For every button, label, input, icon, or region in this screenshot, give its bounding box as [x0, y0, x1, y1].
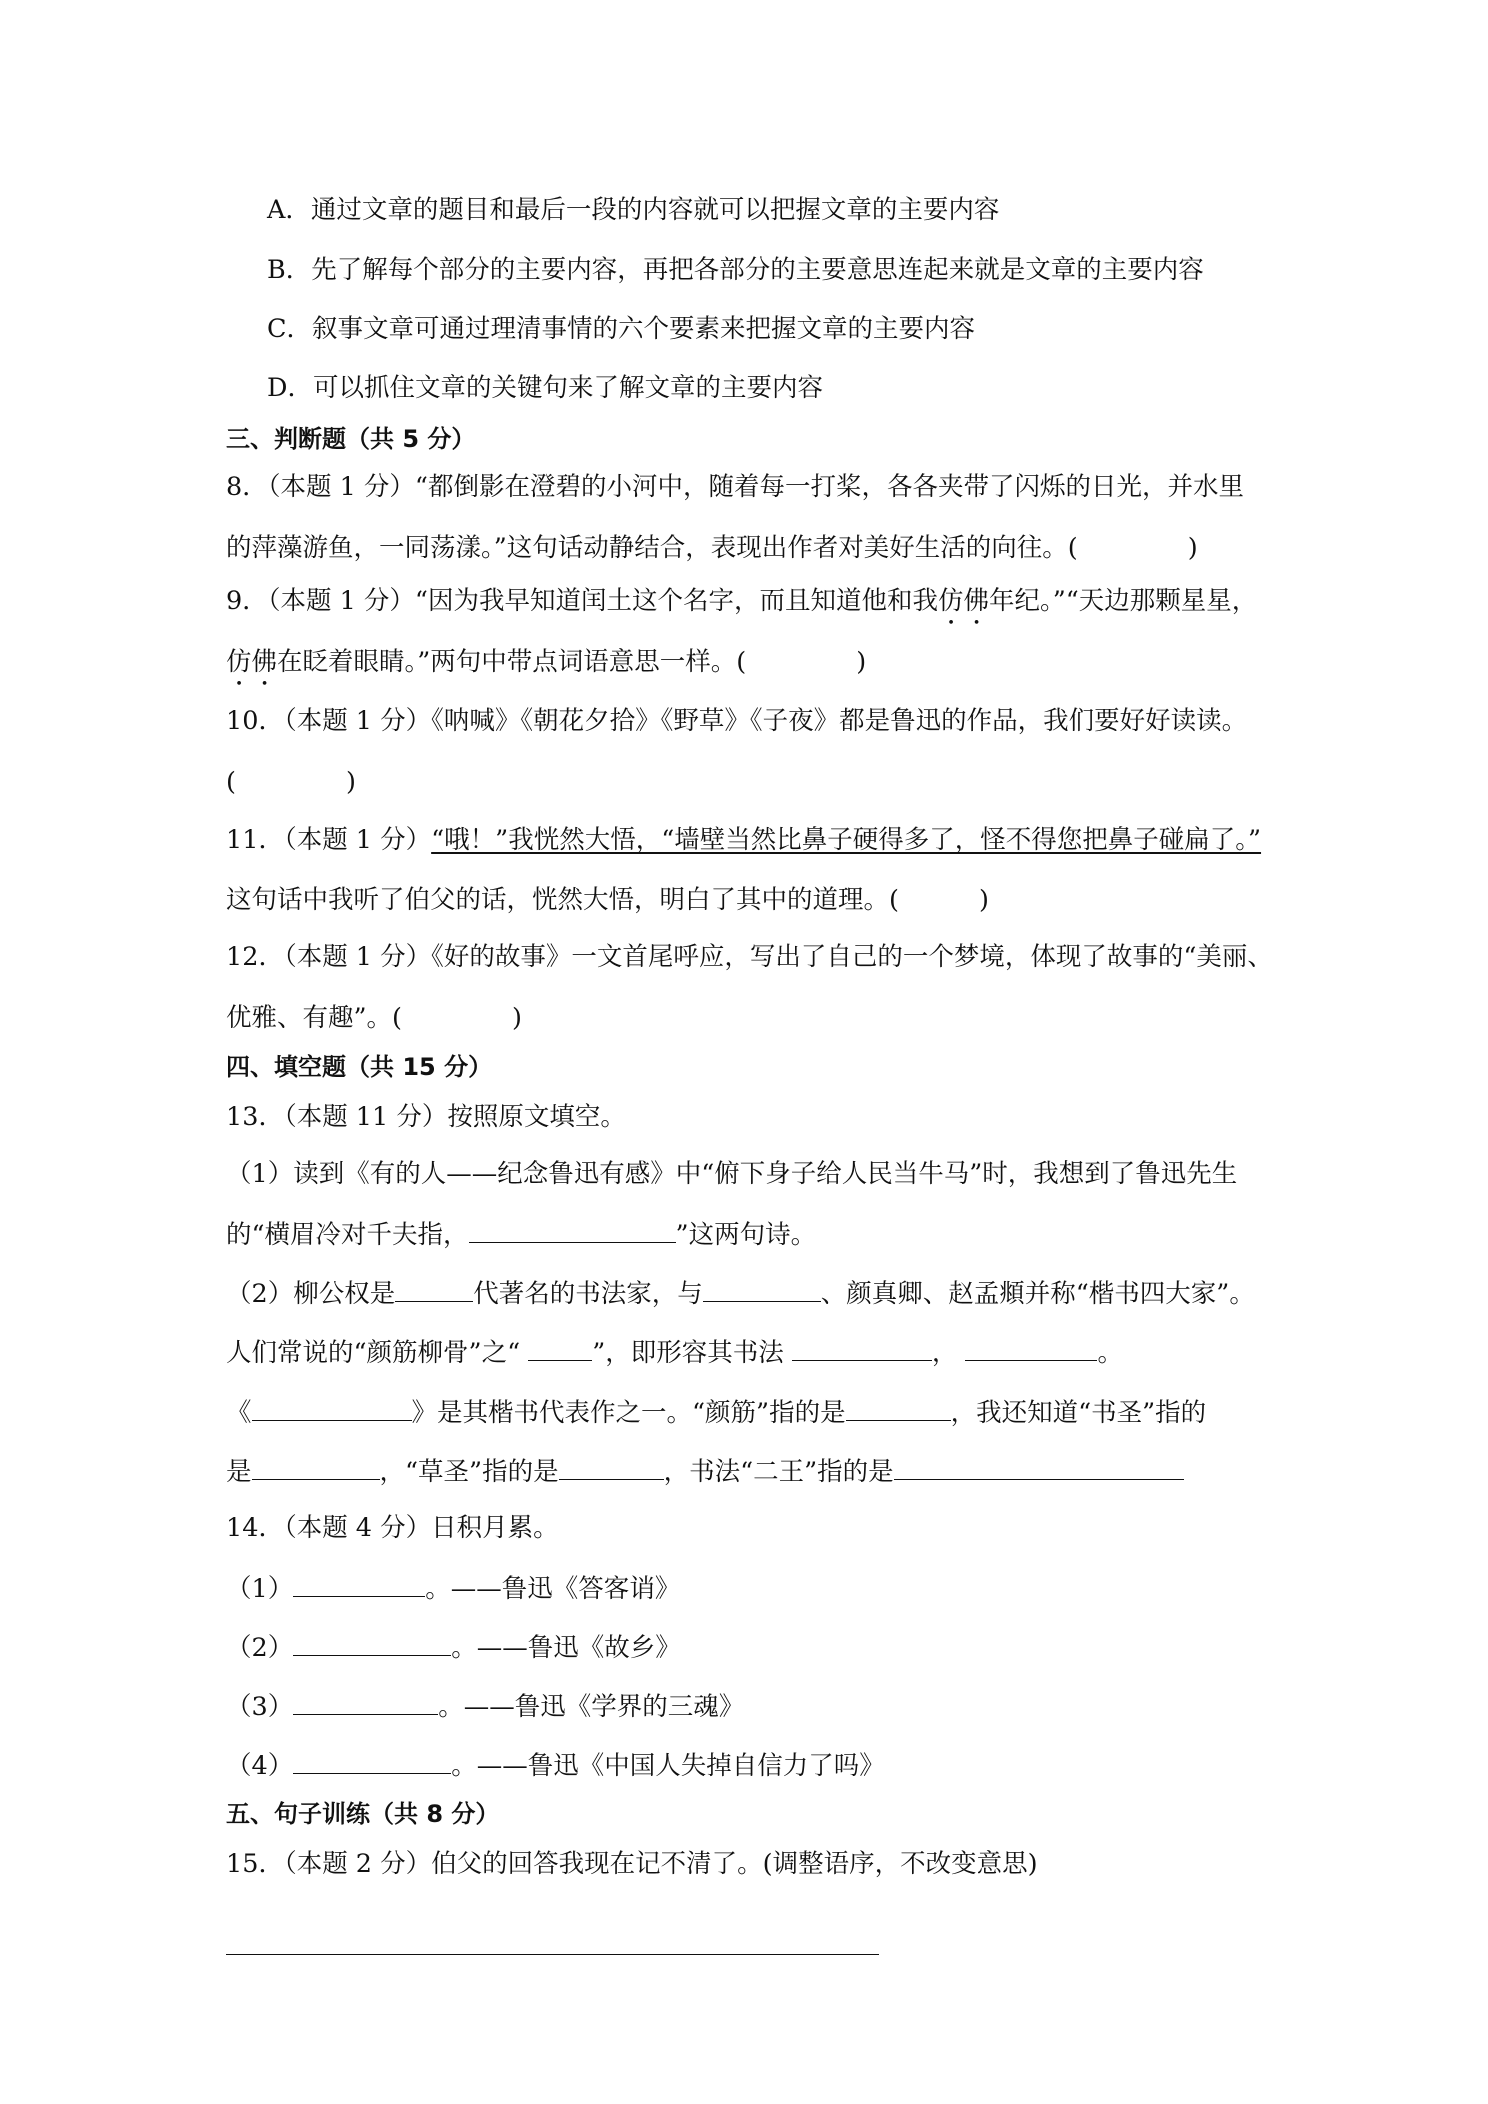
q14-blank-1[interactable]: [293, 1570, 425, 1597]
q11-line2: [226, 882, 989, 917]
q15-answer-line[interactable]: [226, 1954, 879, 1955]
q13-blank-yanjin[interactable]: [846, 1394, 951, 1421]
section-4-title: 四、填空题（共 15 分）: [226, 1053, 493, 1081]
q12-close-paren: ): [512, 1003, 522, 1033]
q14-item-4-source: 。——鲁迅《中国人失掉自信力了吗》: [451, 1751, 885, 1781]
q14-item-1: [226, 1570, 680, 1606]
q13-p2-line2: [226, 1334, 1123, 1370]
section-5-title: 五、句子训练（共 8 分）: [226, 1800, 500, 1828]
q14-item-3-num: （3）: [226, 1692, 294, 1722]
q13-p2-text-i: 》是其楷书代表作之一。“颜筋”指的是: [411, 1398, 846, 1428]
q10-line1: 10．（本题 1 分）《呐喊》《朝花夕拾》《野草》《子夜》都是鲁迅的作品，我们要好好读读。: [226, 706, 1248, 736]
q10-open-paren: (: [226, 767, 236, 797]
q13-p1-line2: [226, 1216, 816, 1252]
q13-p2-text-h: 《: [226, 1398, 252, 1428]
option-b: B．先了解每个部分的主要内容，再把各部分的主要意思连起来就是文章的主要内容: [267, 255, 1204, 285]
q10-close-paren: ): [345, 767, 356, 797]
q12-answer-space[interactable]: [402, 1000, 512, 1026]
q8-text: 的萍藻游鱼，一同荡漾。”这句话动静结合，表现出作者对美好生活的向往。(: [226, 533, 1078, 563]
q8-line2: [226, 530, 1198, 565]
q13-p2-text-m: ，书法“二王”指的是: [663, 1457, 894, 1487]
option-d: D．可以抓住文章的关键句来了解文章的主要内容: [267, 373, 823, 403]
option-c: C．叙事文章可通过理清事情的六个要素来把握文章的主要内容: [267, 314, 976, 344]
q13-p1-line1: （1）读到《有的人——纪念鲁迅有感》中“俯下身子给人民当牛马”时，我想到了鲁迅先生: [226, 1159, 1238, 1189]
q14-blank-3[interactable]: [293, 1688, 438, 1715]
q13-p1-text-b: ”这两句诗。: [675, 1220, 817, 1250]
q13-blank-style-2[interactable]: [965, 1334, 1097, 1361]
q14-item-2: [226, 1629, 681, 1665]
q11-answer-space[interactable]: [899, 882, 979, 908]
q13-blank-caosheng[interactable]: [559, 1453, 664, 1480]
q14-blank-2[interactable]: [293, 1629, 451, 1656]
q13-blank-masterpiece[interactable]: [252, 1394, 412, 1421]
q13-p2-text-k: 是: [226, 1457, 252, 1487]
q13-p2-line3: [226, 1394, 1206, 1430]
q13-blank-dynasty[interactable]: [395, 1275, 473, 1302]
q8-line1: 8．（本题 1 分）“都倒影在澄碧的小河中，随着每一打桨，各各夹带了闪烁的日光，并水里: [226, 472, 1244, 502]
q13-blank-gu[interactable]: [528, 1334, 592, 1361]
q9-answer-space[interactable]: [746, 644, 856, 670]
q13-p1-text-a: 的“横眉冷对千夫指，: [226, 1220, 469, 1250]
q11-close-paren: ): [978, 885, 989, 915]
q13-stem: 13．（本题 11 分）按照原文填空。: [226, 1102, 626, 1132]
q14-stem: 14．（本题 4 分）日积月累。: [226, 1513, 559, 1543]
q9-close-paren: ): [856, 647, 867, 677]
q14-item-1-num: （1）: [226, 1574, 294, 1604]
q13-p2-text-f: ，: [931, 1338, 966, 1368]
q9-line2: [226, 644, 866, 692]
q12-line1: 12．（本题 1 分）《好的故事》一文首尾呼应，写出了自己的一个梦境，体现了故事的“美丽、: [226, 942, 1273, 972]
q13-blank-calligrapher[interactable]: [703, 1275, 821, 1302]
q15-stem: 15．（本题 2 分）伯父的回答我现在记不清了。(调整语序，不改变意思): [226, 1849, 1038, 1879]
q11-line1: [226, 823, 1261, 857]
q14-item-3-source: 。——鲁迅《学界的三魂》: [438, 1692, 745, 1722]
q13-blank-poem[interactable]: [469, 1216, 676, 1243]
q14-item-4: [226, 1747, 885, 1783]
q13-blank-shusheng[interactable]: [252, 1453, 380, 1480]
q12-line2: [226, 1000, 522, 1035]
q10-line2: [226, 764, 356, 799]
q14-item-3: [226, 1688, 744, 1724]
section-3-title: 三、判断题（共 5 分）: [226, 425, 476, 453]
q13-p2-line4: [226, 1453, 1184, 1489]
q14-item-2-num: （2）: [226, 1633, 294, 1663]
q9-dotted-word-2: 仿佛: [226, 647, 278, 677]
q13-p2-text-l: ，“草圣”指的是: [379, 1457, 559, 1487]
q13-p2-text-d: 人们常说的“颜筋柳骨”之“: [226, 1338, 529, 1368]
q9-text-c: 在眨着眼睛。”两句中带点词语意思一样。(: [277, 647, 747, 677]
q13-blank-erwang[interactable]: [894, 1453, 1184, 1480]
q9-text-a: 9．（本题 1 分）“因为我早知道闰土这个名字，而且知道他和我: [226, 586, 938, 616]
q10-answer-space[interactable]: [236, 764, 346, 790]
q13-p2-text-j: ，我还知道“书圣”指的: [950, 1398, 1207, 1428]
q9-text-b: 年纪。”“天边那颗星星，: [988, 586, 1258, 616]
q11-prefix: 11．（本题 1 分）: [226, 825, 432, 855]
q8-answer-space[interactable]: [1078, 530, 1188, 556]
q13-p2-text-a: （2）柳公权是: [226, 1279, 396, 1309]
q13-p2-line1: [226, 1275, 1255, 1311]
q11-quote: “哦！”我恍然大悟，“墙壁当然比鼻子硬得多了，怪不得您把鼻子碰扁了。”: [431, 825, 1262, 855]
q9-dotted-word-1: 仿佛: [937, 586, 989, 616]
option-a: A．通过文章的题目和最后一段的内容就可以把握文章的主要内容: [267, 195, 1000, 225]
q13-p2-text-c: 、颜真卿、赵孟頫并称“楷书四大家”。: [820, 1279, 1255, 1309]
q9-line1: [226, 584, 1257, 631]
q11-text: 这句话中我听了伯父的话，恍然大悟，明白了其中的道理。(: [226, 885, 899, 915]
q13-p2-text-g: 。: [1097, 1338, 1123, 1368]
q13-p2-text-e: ”，即形容其书法: [592, 1338, 792, 1368]
q8-close-paren: ): [1187, 533, 1198, 563]
q12-text: 优雅、有趣”。(: [226, 1003, 402, 1033]
q14-item-4-num: （4）: [226, 1751, 294, 1781]
q14-item-1-source: 。——鲁迅《答客诮》: [425, 1574, 681, 1604]
q13-p2-text-b: 代著名的书法家，与: [473, 1279, 703, 1309]
q14-blank-4[interactable]: [293, 1747, 451, 1774]
q13-blank-style-1[interactable]: [792, 1334, 932, 1361]
q14-item-2-source: 。——鲁迅《故乡》: [451, 1633, 681, 1663]
